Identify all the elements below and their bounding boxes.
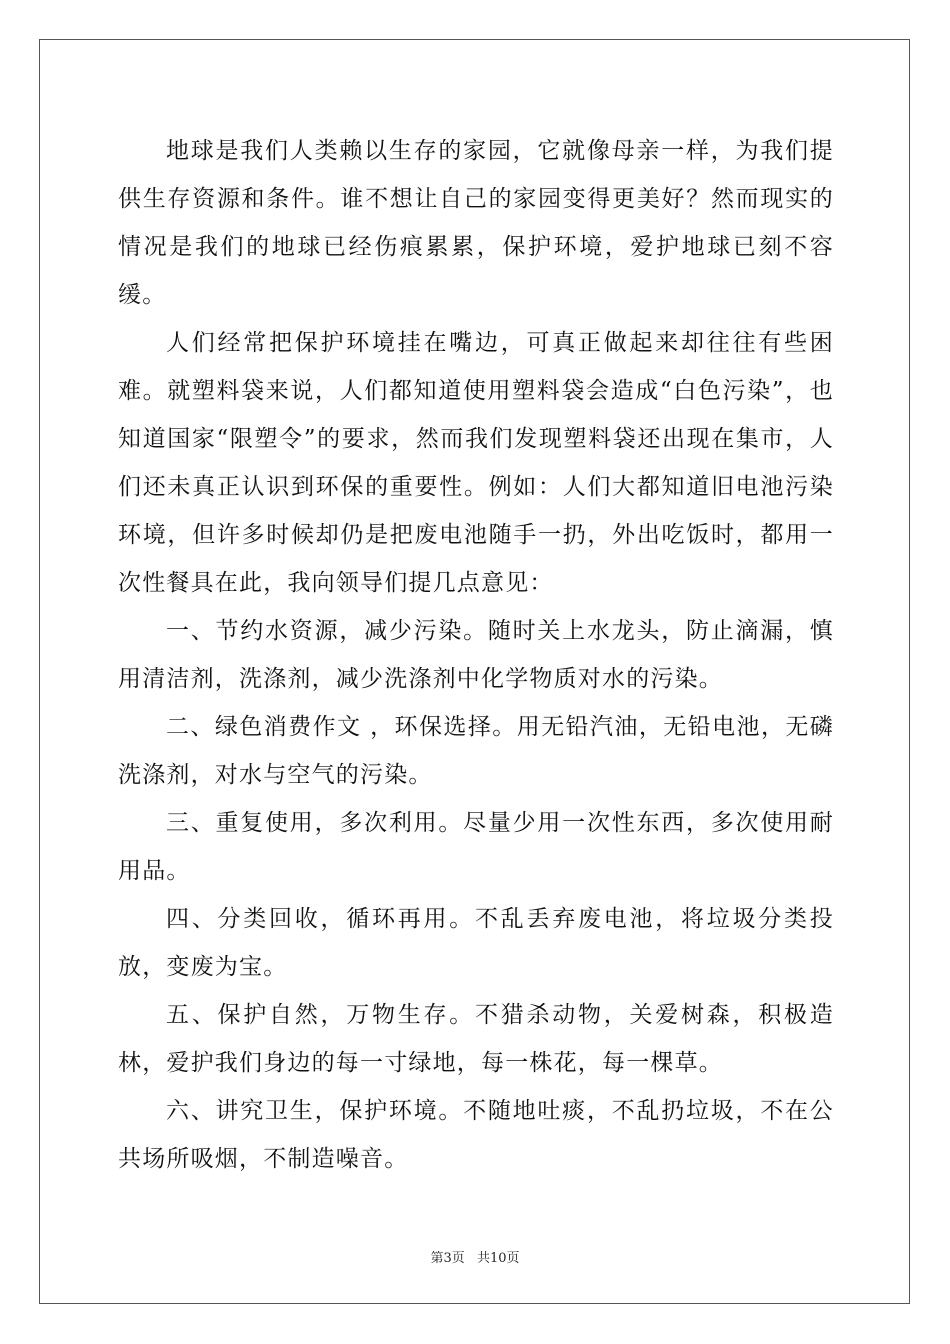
document-body — [118, 127, 834, 1183]
paragraph: 人们经常把保护环境挂在嘴边，可真正做起来却往往有些困难。就塑料袋来说，人们都知道使用塑料袋会造成“白色污染”，也知道国家“限塑令”的要求，然而我们发现塑料袋还出现在集市，人们还未真正认识到环保的重要性。例如：人们大都知道旧电池污染环境，但许多时候却仍是把废电池随手一扔，外出吃饭时，都用一次性餐具在此，我向领导们提几点意见： — [118, 330, 834, 596]
paragraph: 三、重复使用，多次利用。尽量少用一次性东西，多次使用耐用品。 — [118, 810, 834, 884]
paragraph: 地球是我们人类赖以生存的家园，它就像母亲一样，为我们提供生存资源和条件。谁不想让自己的家园变得更美好？然而现实的情况是我们的地球已经伤痕累累，保护环境，爱护地球已刻不容缓。 — [118, 138, 834, 308]
paragraph: 四、分类回收，循环再用。不乱丢弃废电池，将垃圾分类投放，变废为宝。 — [118, 906, 834, 980]
page-number: 第3页 — [430, 1251, 465, 1266]
paragraph: 一、节约水资源，减少污染。随时关上水龙头，防止滴漏，慎用清洁剂，洗涤剂，减少洗涤剂中化学物质对水的污染。 — [118, 618, 834, 692]
page-footer — [0, 1247, 950, 1266]
page-total: 共10页 — [476, 1251, 520, 1266]
paragraph: 五、保护自然，万物生存。不猎杀动物，关爱树森，积极造林，爱护我们身边的每一寸绿地，每一株花，每一棵草。 — [118, 1002, 834, 1076]
paragraph: 六、讲究卫生，保护环境。不随地吐痰，不乱扔垃圾，不在公共场所吸烟，不制造噪音。 — [118, 1098, 834, 1172]
paragraph: 二、绿色消费作文 ，环保选择。用无铅汽油，无铅电池，无磷洗涤剂，对水与空气的污染。 — [118, 714, 834, 788]
